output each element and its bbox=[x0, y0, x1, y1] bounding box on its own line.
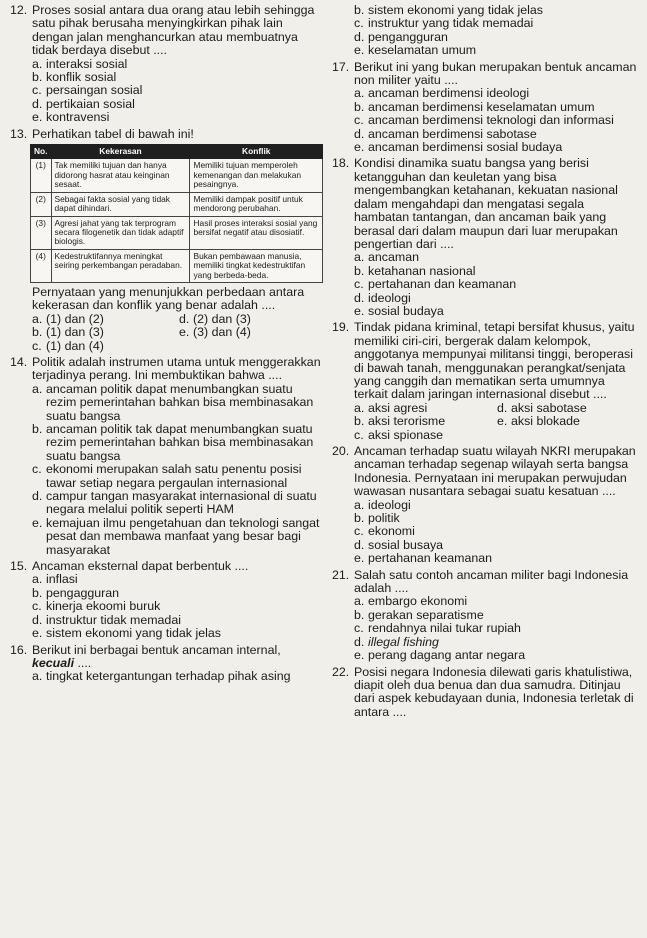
column-header: Konflik bbox=[190, 145, 323, 159]
table-cell: Hasil proses interaksi sosial yang bersifat negatif atau disosiatif. bbox=[190, 216, 323, 249]
option[interactable]: e. perang dagang antar negara bbox=[354, 648, 526, 663]
table-row bbox=[31, 192, 323, 216]
question-18 bbox=[332, 157, 640, 318]
option[interactable]: c. (1) dan (4) bbox=[32, 338, 104, 353]
option[interactable]: d. sosial busaya bbox=[354, 537, 444, 552]
question-12 bbox=[10, 4, 326, 125]
option[interactable]: c. rendahnya nilai tukar rupiah bbox=[354, 621, 521, 636]
table-cell: (4) bbox=[31, 249, 52, 282]
question-text: Posisi negara Indonesia dilewati garis khatulistiwa, diapit oleh dua benua dan dua samudra. Ditinjau dari aspek kebudayaan dunia, Indonesia terletak di antara .... bbox=[354, 664, 634, 719]
option[interactable]: a. ancaman berdimensi ideologi bbox=[354, 86, 530, 101]
question-13 bbox=[10, 128, 326, 141]
table-cell: Memiliki tujuan memperoleh kemenangan dan melakukan pesaingnya. bbox=[190, 159, 323, 192]
left-column bbox=[10, 0, 326, 684]
option[interactable]: e. (3) dan (4) bbox=[179, 325, 251, 340]
option[interactable]: b. gerakan separatisme bbox=[354, 607, 484, 622]
table-cell: Kedestruktifannya meningkat seiring perkembangan peradaban. bbox=[51, 249, 190, 282]
option[interactable]: d. (2) dan (3) bbox=[179, 311, 251, 326]
option[interactable]: b. aksi terorisme bbox=[354, 414, 446, 429]
table-cell: Bukan pembawaan manusia, memiliki tingkat kedestruktifan yang berbeda-beda. bbox=[190, 249, 323, 282]
option[interactable]: e. kontravensi bbox=[32, 110, 110, 125]
table-row bbox=[31, 216, 323, 249]
question-22 bbox=[332, 666, 640, 720]
option[interactable]: c. ancaman berdimensi teknologi dan informasi bbox=[354, 113, 614, 128]
option[interactable]: a. ancaman bbox=[354, 250, 419, 265]
option[interactable]: e. sosial budaya bbox=[354, 303, 444, 318]
table-row bbox=[31, 249, 323, 282]
option[interactable]: d. illegal fishing bbox=[354, 634, 439, 649]
question-text: Ancaman eksternal dapat berbentuk .... bbox=[32, 559, 249, 574]
question-12-continued bbox=[332, 4, 640, 58]
option[interactable]: a. aksi agresi bbox=[354, 400, 428, 415]
question-15 bbox=[10, 560, 326, 640]
question-text: Perhatikan tabel di bawah ini! bbox=[32, 126, 194, 141]
question-text: Proses sosial antara dua orang atau lebih sehingga satu pihak berusaha menyingkirkan pihak lain dengan jalan menghancurkan atau membuatnya tidak berdaya disebut .... bbox=[32, 3, 315, 58]
option[interactable]: d. ancaman berdimensi sabotase bbox=[354, 126, 537, 141]
option[interactable]: a. inflasi bbox=[32, 572, 78, 587]
option[interactable]: c. ekonomi bbox=[354, 524, 415, 539]
option[interactable]: b. sistem ekonomi yang tidak jelas bbox=[354, 3, 543, 17]
option[interactable]: a. ideologi bbox=[354, 497, 411, 512]
question-19 bbox=[332, 321, 640, 442]
question-number: 20. bbox=[332, 444, 350, 458]
table-cell: Sebagai fakta sosial yang tidak dapat dihindari. bbox=[51, 192, 190, 216]
question-text: Pernyataan yang menunjukkan perbedaan antara kekerasan dan konflik yang benar adalah .... bbox=[32, 284, 305, 313]
option[interactable]: e. aksi blokade bbox=[497, 414, 580, 429]
option[interactable]: c. kinerja ekoomi buruk bbox=[32, 599, 161, 614]
option[interactable]: a. (1) dan (2) bbox=[32, 311, 104, 326]
question-text: Berikut ini yang bukan merupakan bentuk ancaman non militer yaitu .... bbox=[354, 59, 637, 88]
option[interactable]: d. ideologi bbox=[354, 290, 411, 305]
option[interactable]: d. aksi sabotase bbox=[497, 400, 587, 415]
option[interactable]: d. instruktur tidak memadai bbox=[32, 612, 181, 627]
table-row bbox=[31, 159, 323, 192]
question-16 bbox=[10, 644, 326, 684]
question-20 bbox=[332, 445, 640, 566]
option[interactable]: a. embargo ekonomi bbox=[354, 594, 468, 609]
table-cell: Agresi jahat yang tak terprogram secara filogenetik dan tidak adaptif biologis. bbox=[51, 216, 190, 249]
question-21 bbox=[332, 569, 640, 663]
column-header: Kekerasan bbox=[51, 145, 190, 159]
table-cell: Tak memiliki tujuan dan hanya didorong hasrat atau keinginan sesaat. bbox=[51, 159, 190, 192]
right-column bbox=[332, 0, 640, 719]
table-header bbox=[31, 145, 323, 159]
table-cell: (2) bbox=[31, 192, 52, 216]
question-number: 19. bbox=[332, 320, 350, 335]
question-text: Politik adalah instrumen utama untuk menggerakkan terjadinya perang. Ini membuktikan bahwa .... bbox=[32, 354, 321, 383]
option[interactable]: a. interaksi sosial bbox=[32, 56, 128, 71]
question-number: 14. bbox=[10, 354, 28, 369]
option[interactable]: a. tingkat ketergantungan terhadap pihak asing bbox=[32, 669, 291, 684]
option[interactable]: b. ancaman politik tak dapat menumbangkan suatu rezim pemerintahan bahkan bisa membinasakan suatu bangsa bbox=[32, 422, 314, 463]
table-cell: (1) bbox=[31, 159, 52, 192]
option[interactable]: e. kemajuan ilmu pengetahuan dan teknologi sangat pesat dan membawa manfaat yang besar bagi masyarakat bbox=[32, 515, 320, 557]
option[interactable]: b. ancaman berdimensi keselamatan umum bbox=[354, 99, 595, 114]
question-13-stem bbox=[10, 286, 326, 353]
question-text: Salah satu contoh ancaman militer bagi Indonesia adalah .... bbox=[354, 567, 629, 596]
question-14 bbox=[10, 356, 326, 557]
option[interactable]: b. ketahanan nasional bbox=[354, 263, 476, 278]
question-text: Tindak pidana kriminal, tetapi bersifat khusus, yaitu memiliki ciri-ciri, bergerak dalam kelompok, anggotanya mempunyai militansi tinggi, beroperasi di bawah tanah, menggunakan perangkat/senjata yang canggih dan mematikan serta umumnya terkait dalam jaringan internasional disebut .... bbox=[354, 320, 635, 402]
column-header: No. bbox=[31, 145, 52, 159]
option[interactable]: e. pertahanan keamanan bbox=[354, 551, 493, 566]
option[interactable]: e. keselamatan umum bbox=[354, 43, 477, 58]
question-text: Ancaman terhadap suatu wilayah NKRI merupakan ancaman terhadap segenap wilayah serta bangsa Indonesia. Pernyataan ini merupakan perwujudan wawasan nusantara sebagai suatu kesatuan .... bbox=[354, 444, 636, 499]
option[interactable]: c. persaingan sosial bbox=[32, 83, 143, 98]
option[interactable]: b. pengagguran bbox=[32, 585, 120, 600]
question-17 bbox=[332, 61, 640, 155]
question-number: 21. bbox=[332, 567, 350, 582]
question-number: 17. bbox=[332, 59, 350, 74]
option[interactable]: d. pengangguran bbox=[354, 29, 448, 44]
question-number: 15. bbox=[10, 559, 28, 574]
option[interactable]: d. pertikaian sosial bbox=[32, 96, 135, 111]
option[interactable]: c. ekonomi merupakan salah satu penentu posisi tawar setiap negara pergaulan internasional bbox=[32, 462, 302, 490]
option[interactable]: a. ancaman politik dapat menumbangkan suatu rezim pemerintahan bahkan bisa membinasakan suatu bangsa bbox=[32, 381, 314, 423]
question-text: Kondisi dinamika suatu bangsa yang berisi ketangguhan dan keuletan yang bisa mengembangkan ketahanan, kekuatan nasional dalam mengahdapi dan mengatasi segala hambatan tantangan, dan ancaman baik yang berasal dari dalam maupun dari luar merupakan pengertian dari .... bbox=[354, 156, 618, 251]
option[interactable]: e. ancaman berdimensi sosial budaya bbox=[354, 140, 563, 155]
question-number: 12. bbox=[10, 3, 28, 17]
question-number: 22. bbox=[332, 664, 350, 679]
table-cell: Memiliki dampak positif untuk mendorong perubahan. bbox=[190, 192, 323, 216]
option[interactable]: b. (1) dan (3) bbox=[32, 325, 104, 340]
question-text: Berikut ini berbagai bentuk ancaman internal, kecuali .... bbox=[32, 642, 281, 670]
option[interactable]: c. aksi spionase bbox=[354, 427, 444, 442]
option[interactable]: b. konflik sosial bbox=[32, 70, 117, 85]
comparison-table bbox=[30, 144, 323, 283]
option[interactable]: d. campur tangan masyarakat internasional di suatu negara melalui politik seperti HAM bbox=[32, 489, 317, 517]
option[interactable]: c. pertahanan dan keamanan bbox=[354, 277, 517, 292]
option[interactable]: b. politik bbox=[354, 511, 400, 526]
question-number: 18. bbox=[332, 156, 350, 171]
question-number: 16. bbox=[10, 642, 28, 657]
option[interactable]: e. sistem ekonomi yang tidak jelas bbox=[32, 626, 221, 641]
table-cell: (3) bbox=[31, 216, 52, 249]
question-number: 13. bbox=[10, 126, 28, 141]
option[interactable]: c. instruktur yang tidak memadai bbox=[354, 16, 534, 31]
